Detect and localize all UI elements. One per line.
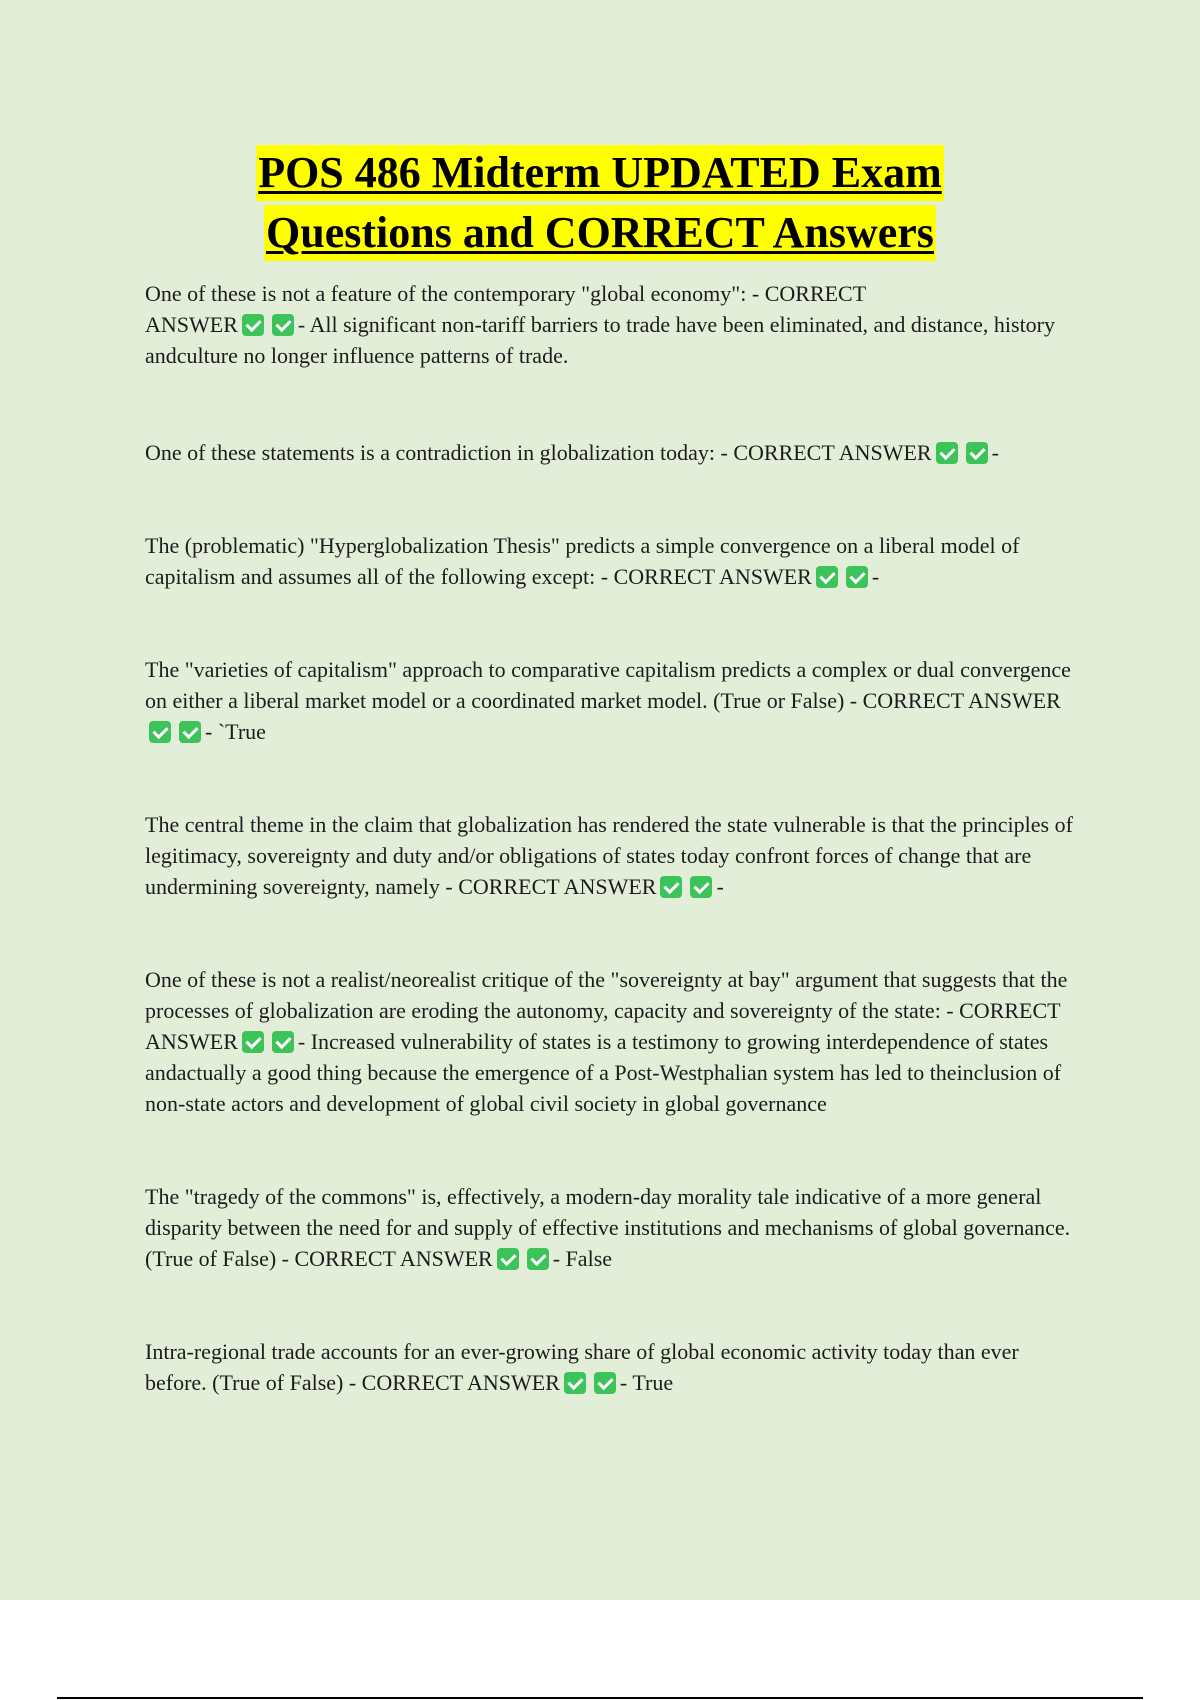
- check-icon: [149, 721, 171, 743]
- answer-text: - True: [619, 1370, 674, 1395]
- answer-text: - False: [552, 1246, 613, 1271]
- title-line-2: Questions and CORRECT Answers: [264, 205, 936, 261]
- question-text: Intra-regional trade accounts for an ever-growing share of global economic activity today than ever before. (True of False) - CORRECT ANSWER: [145, 1339, 1019, 1395]
- qa-item-1: [145, 278, 1085, 371]
- qa-item-4: [145, 654, 1085, 747]
- check-icon: [272, 1031, 294, 1053]
- document-title: [0, 145, 1200, 265]
- question-text-tail: ANSWER: [145, 312, 238, 337]
- answer-text: -: [991, 440, 999, 465]
- check-icon: [272, 314, 294, 336]
- qa-item-3: [145, 530, 1085, 592]
- footer-divider: [57, 1697, 1143, 1699]
- question-text: One of these is not a feature of the contemporary "global economy": -: [145, 281, 765, 306]
- qa-list: [145, 278, 1085, 1398]
- question-text: The "tragedy of the commons" is, effectively, a modern-day morality tale indicative of a more general disparity between the need for and supply of effective institutions and mechanisms of global governance. (True of False) - CORRECT ANSWER: [145, 1184, 1071, 1271]
- question-text: The central theme in the claim that globalization has rendered the state vulnerable is that the principles of legitimacy, sovereignty and duty and/or obligations of states today confront forces of change that are undermining sovereignty, namely - CORRECT ANSWER: [145, 812, 1073, 899]
- title-line-1: POS 486 Midterm UPDATED Exam: [256, 145, 944, 201]
- check-icon: [242, 314, 264, 336]
- check-icon: [497, 1248, 519, 1270]
- check-icon: [816, 566, 838, 588]
- question-text: The (problematic) "Hyperglobalization Thesis" predicts a simple convergence on a liberal model of capitalism and assumes all of the following except: - CORRECT ANSWER: [145, 533, 1020, 589]
- check-icon: [690, 876, 712, 898]
- question-text-break: CORRECT: [764, 281, 867, 306]
- check-icon: [660, 876, 682, 898]
- check-icon: [966, 442, 988, 464]
- check-icon: [179, 721, 201, 743]
- question-text: One of these is not a realist/neorealist critique of the "sovereignty at bay" argument that suggests that the processes of globalization are eroding the autonomy, capacity and sovereignty of the state: - CORRECT ANSWER: [145, 967, 1068, 1054]
- answer-text: - Increased vulnerability of states is a testimony to growing interdependence of states andactually a good thing because the emergence of a Post-Westphalian system has led to theinclusion of non-state actors and development of global civil society in global governance: [145, 1029, 1062, 1116]
- question-text: The "varieties of capitalism" approach to comparative capitalism predicts a complex or dual convergence on either a liberal market model or a coordinated market model. (True or False) - CORRECT ANSWER: [145, 657, 1071, 713]
- check-icon: [846, 566, 868, 588]
- check-icon: [936, 442, 958, 464]
- check-icon: [242, 1031, 264, 1053]
- qa-item-7: [145, 1181, 1085, 1274]
- question-text: One of these statements is a contradiction in globalization today: - CORRECT ANSWER: [145, 440, 932, 465]
- answer-text: -: [871, 564, 880, 589]
- qa-item-5: [145, 809, 1085, 902]
- answer-text: - All significant non-tariff barriers to trade have been eliminated, and distance, history andculture no longer influence patterns of trade.: [145, 312, 1056, 368]
- check-icon: [527, 1248, 549, 1270]
- qa-item-6: [145, 964, 1085, 1119]
- qa-item-8: [145, 1336, 1085, 1398]
- check-icon: [564, 1372, 586, 1394]
- check-icon: [594, 1372, 616, 1394]
- qa-item-2: [145, 437, 1085, 468]
- answer-text: -: [716, 874, 724, 899]
- answer-text: - `True: [205, 719, 266, 744]
